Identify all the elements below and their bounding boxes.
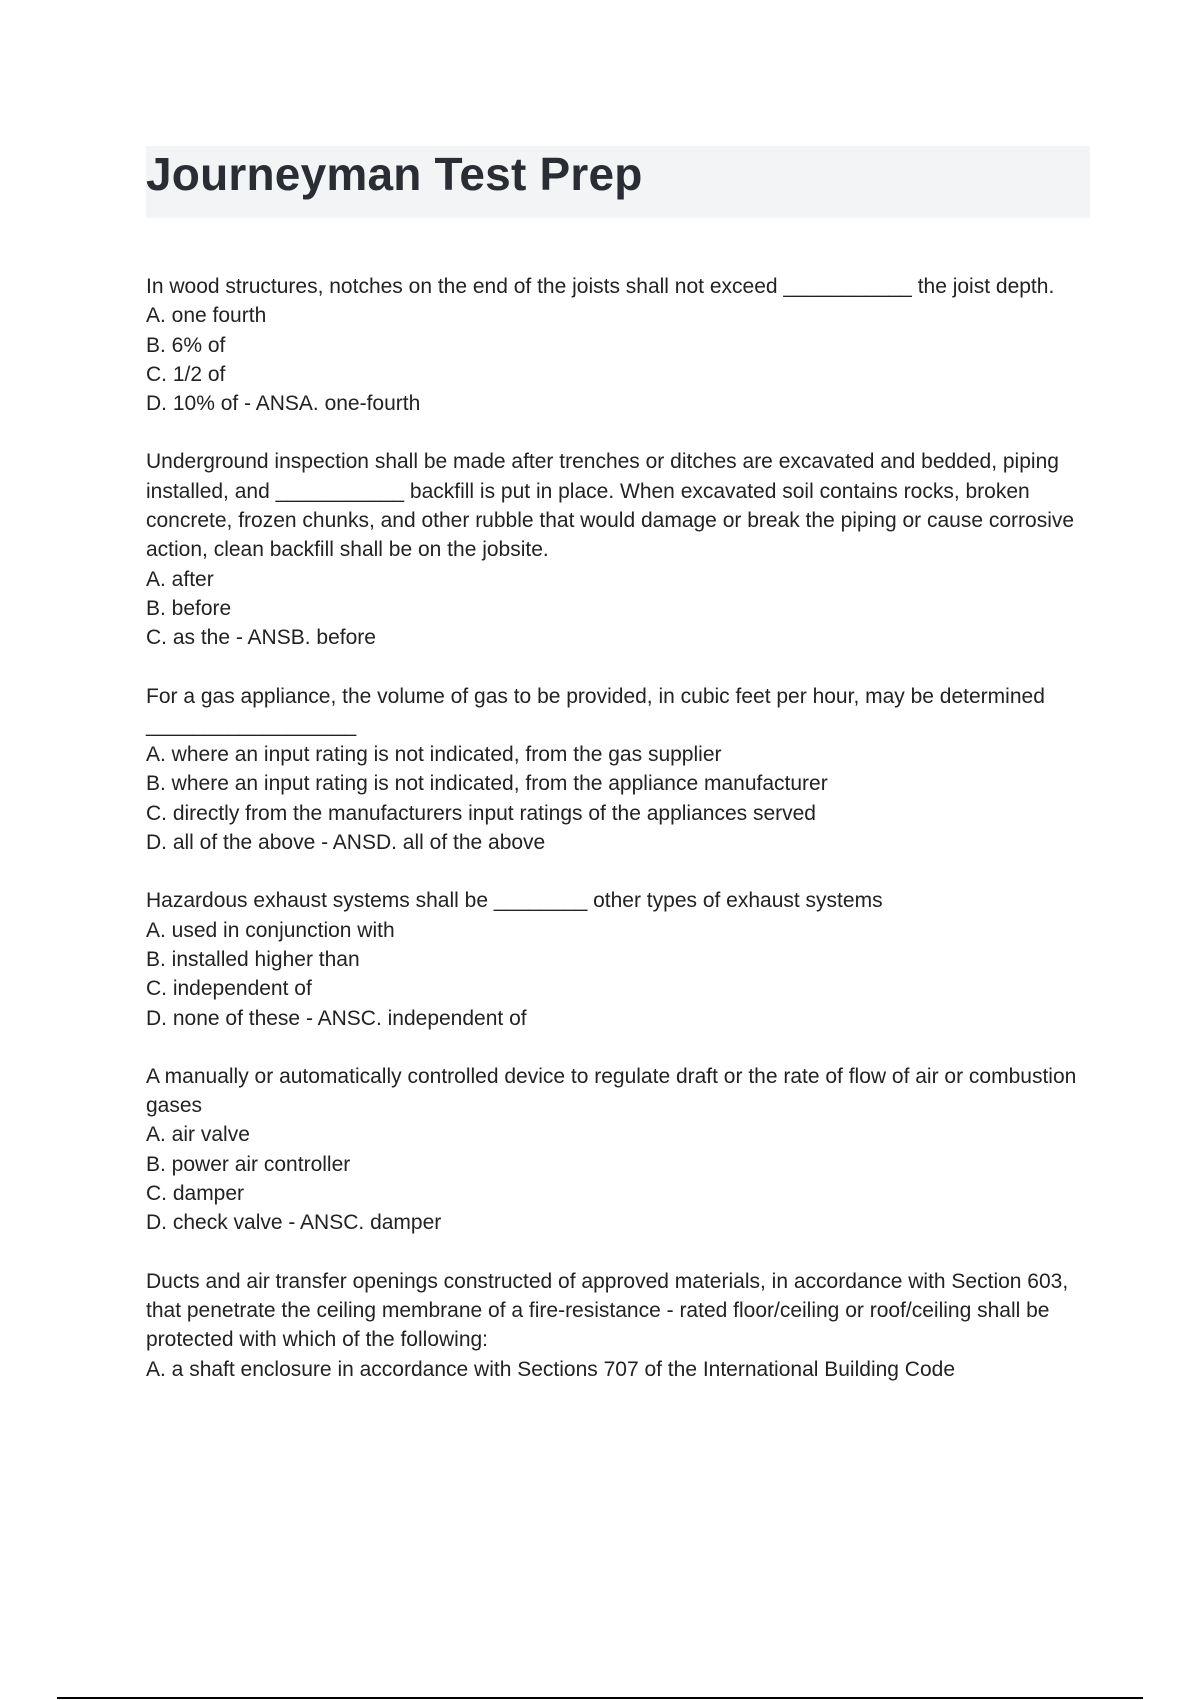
answer-choice: D. all of the above - ANSD. all of the above	[146, 831, 546, 855]
answer-choice: B. before	[146, 596, 232, 620]
answer-choice: D. 10% of - ANSA. one-fourth	[146, 392, 421, 416]
answer-choice: A. one fourth	[146, 304, 267, 328]
question-text: Underground inspection shall be made after trenches or ditches are excavated and bedded, piping installed, and ___________ backfill is put in place. When excavated soil contains rocks, broken concrete, frozen chunks, and other rubble that would damage or break the piping or cause corrosive action, clean backfill shall be on the jobsite.	[146, 450, 1075, 562]
question-5	[146, 1062, 1090, 1238]
question-4	[146, 886, 1090, 1032]
footer-divider	[57, 1697, 1143, 1699]
answer-choice: B. where an input rating is not indicated, from the appliance manufacturer	[146, 772, 828, 796]
question-text: In wood structures, notches on the end of the joists shall not exceed ___________ the joist depth.	[146, 275, 1055, 298]
question-text: Hazardous exhaust systems shall be ________ other types of exhaust systems	[146, 889, 883, 913]
answer-choice: B. installed higher than	[146, 947, 360, 971]
answer-choice: A. used in conjunction with	[146, 918, 395, 942]
answer-choice: A. after	[146, 567, 214, 591]
answer-choice: C. as the - ANSB. before	[146, 626, 376, 650]
answer-choice: B. power air controller	[146, 1152, 351, 1176]
question-text: A manually or automatically controlled device to regulate draft or the rate of flow of air or combustion gases	[146, 1064, 1077, 1118]
answer-choice: A. a shaft enclosure in accordance with Sections 707 of the International Building Code	[146, 1357, 956, 1381]
question-text: Ducts and air transfer openings constructed of approved materials, in accordance with Section 603, that penetrate the ceiling membrane of a fire-resistance - rated floor/ceiling or roof/ceiling shall be protected with which of the following:	[146, 1269, 1069, 1352]
answer-choice: D. check valve - ANSC. damper	[146, 1211, 442, 1235]
answer-choice: B. 6% of	[146, 333, 226, 357]
answer-choice: D. none of these - ANSC. independent of	[146, 1006, 527, 1030]
page-title: Journeyman Test Prep	[146, 148, 643, 200]
question-2	[146, 447, 1090, 652]
answer-choice: C. damper	[146, 1182, 245, 1206]
question-1	[146, 272, 1090, 418]
question-6	[146, 1267, 1090, 1384]
answer-choice: A. where an input rating is not indicated, from the gas supplier	[146, 743, 722, 767]
answer-choice: A. air valve	[146, 1123, 250, 1147]
question-3	[146, 682, 1090, 858]
answer-choice: C. independent of	[146, 977, 312, 1001]
answer-choice: C. directly from the manufacturers input ratings of the appliances served	[146, 801, 816, 825]
answer-choice: C. 1/2 of	[146, 362, 226, 386]
question-text: For a gas appliance, the volume of gas to be provided, in cubic feet per hour, may be determined __________________	[146, 684, 1045, 737]
question-list	[146, 272, 1090, 1413]
